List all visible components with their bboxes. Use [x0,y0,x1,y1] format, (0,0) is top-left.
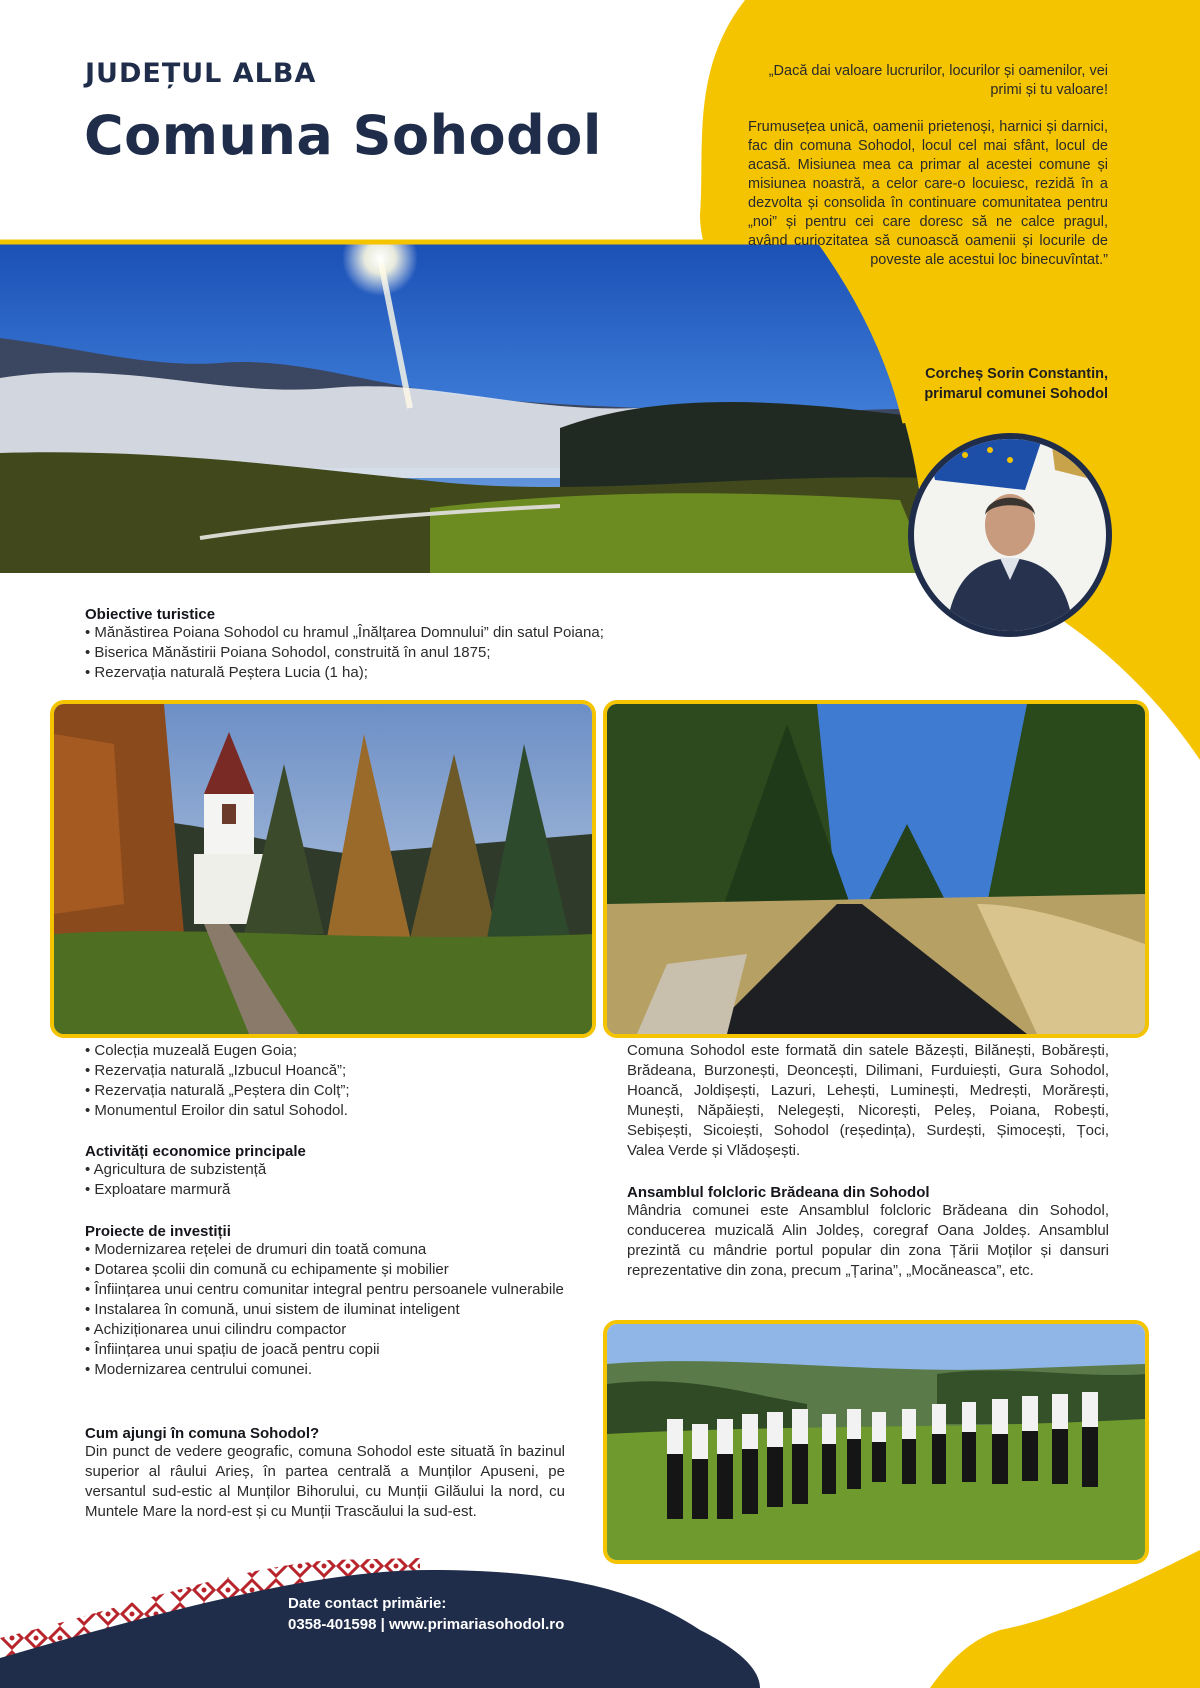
list-item: • Dotarea școlii din comună cu echipamente și mobilier [85,1260,565,1280]
tourism-section-continued [85,1041,565,1121]
road-photo-image [607,704,1145,1034]
mayor-signature [924,364,1108,404]
church-photo [50,700,596,1038]
list-item: • Înființarea unui centru comunitar integral pentru persoanele vulnerabile [85,1280,565,1300]
hero-landscape-photo [0,238,930,573]
tourism-list-top [85,623,785,683]
list-item: • Mănăstirea Poiana Sohodol cu hramul „Înălțarea Domnului” din satul Poiana; [85,623,785,643]
list-item: • Achiziționarea unui cilindru compactor [85,1320,565,1340]
quote-body: Frumusețea unică, oamenii prietenoși, harnici și darnici, fac din comuna Sohodol, locul cel mai sfânt, locul de acasă. Misiunea mea ca primar al acestei comune și misiunea noastră, a celor care-o locuiesc, rezidă în a dezvolta și consolida în continuare comunitatea pentru „noi” și pentru cei care doresc să ne calce pragul, având curiozitatea să cunoască oamenii și locurile de poveste ale acestui loc binecuvîntat.” [748,119,1108,268]
ensemble-section [627,1184,1109,1281]
contact-block [288,1593,564,1635]
villages-text: Comuna Sohodol este formată din satele Băzești, Bilănești, Bobărești, Brădeana, Burzonești, Deoncești, Dilimani, Furduiești, Gura Sohodol, Hoancă, Joldișești, Lazuri, Lehești, Luminești, Medrești, Morărești, Munești, Năpăiești, Nelegești, Nicorești, Peleș, Poiana, Robești, Sebișești, Sicoiești, Sohodol (reședința), Surdești, Șimocești, Țoci, Valea Verde și Vlădoșești. [627,1042,1109,1159]
footer-shape [0,1530,1200,1688]
investments-list [85,1240,565,1380]
list-item: • Rezervația naturală „Peștera din Colț”; [85,1081,565,1101]
access-text: Din punct de vedere geografic, comuna Sohodol este situată în bazinul superior al râului Arieș, în partea centrală a Munților Apuseni, pe versantul sud-estic al Munților Bihorului, cu Munții Gilăului la nord, cu Muntele Mare la nord-est și cu Munții Trascăului la sud-est. [85,1443,565,1520]
ensemble-photo-image [607,1324,1145,1560]
villages-section [627,1041,1109,1161]
ensemble-title: Ansamblul folcloric Brădeana din Sohodol [627,1184,930,1201]
quote-lead: „Dacă dai valoare lucrurilor, locurilor și oamenilor, vei primi și tu valoare! [768,63,1108,98]
list-item: • Agricultura de subzistență [85,1160,565,1180]
ensemble-photo [603,1320,1149,1564]
list-item: • Rezervația naturală Peștera Lucia (1 ha); [85,663,785,683]
list-item: • Colecția muzeală Eugen Goia; [85,1041,565,1061]
access-title: Cum ajungi în comuna Sohodol? [85,1425,320,1442]
access-section [85,1425,565,1522]
list-item: • Rezervația naturală „Izbucul Hoancă”; [85,1061,565,1081]
contact-label: Date contact primărie: [288,1595,447,1612]
list-item: • Modernizarea centrului comunei. [85,1360,565,1380]
mayor-portrait [905,430,1115,640]
economy-title: Activități economice principale [85,1143,306,1160]
list-item: • Monumentul Eroilor din satul Sohodol. [85,1101,565,1121]
church-photo-image [54,704,592,1034]
economy-section [85,1143,565,1200]
mayor-quote [748,62,1108,288]
investments-title: Proiecte de investiții [85,1223,231,1240]
investments-section [85,1223,565,1380]
economy-list [85,1160,565,1200]
tourism-title: Obiective turistice [85,606,216,623]
page-title: Comuna Sohodol [84,104,602,167]
list-item: • Înființarea unui spațiu de joacă pentru copii [85,1340,565,1360]
list-item: • Modernizarea rețelei de drumuri din toată comuna [85,1240,565,1260]
list-item: • Biserica Mănăstirii Poiana Sohodol, construită în anul 1875; [85,643,785,663]
mayor-name: Corcheș Sorin Constantin, [925,366,1108,382]
list-item: • Exploatare marmură [85,1180,565,1200]
contact-details[interactable]: 0358-401598 | www.primariasohodol.ro [288,1616,565,1633]
tourism-section [85,606,785,683]
list-item: • Instalarea în comună, unui sistem de iluminat inteligent [85,1300,565,1320]
mayor-role: primarul comunei Sohodol [924,386,1108,402]
ensemble-text: Mândria comunei este Ansamblul folcloric Brădeana din Sohodol, conducerea muzicală Alin Joldeș, coregraf Oana Joldeș. Ansamblul prezintă cu mândrie portul popular din zona Țării Moților și dansuri reprezentative din zona, precum „Țarina”, „Mocăneasca”, etc. [627,1202,1109,1279]
county-title: JUDEȚUL ALBA [85,58,317,89]
road-photo [603,700,1149,1038]
tourism-list-bottom [85,1041,565,1121]
